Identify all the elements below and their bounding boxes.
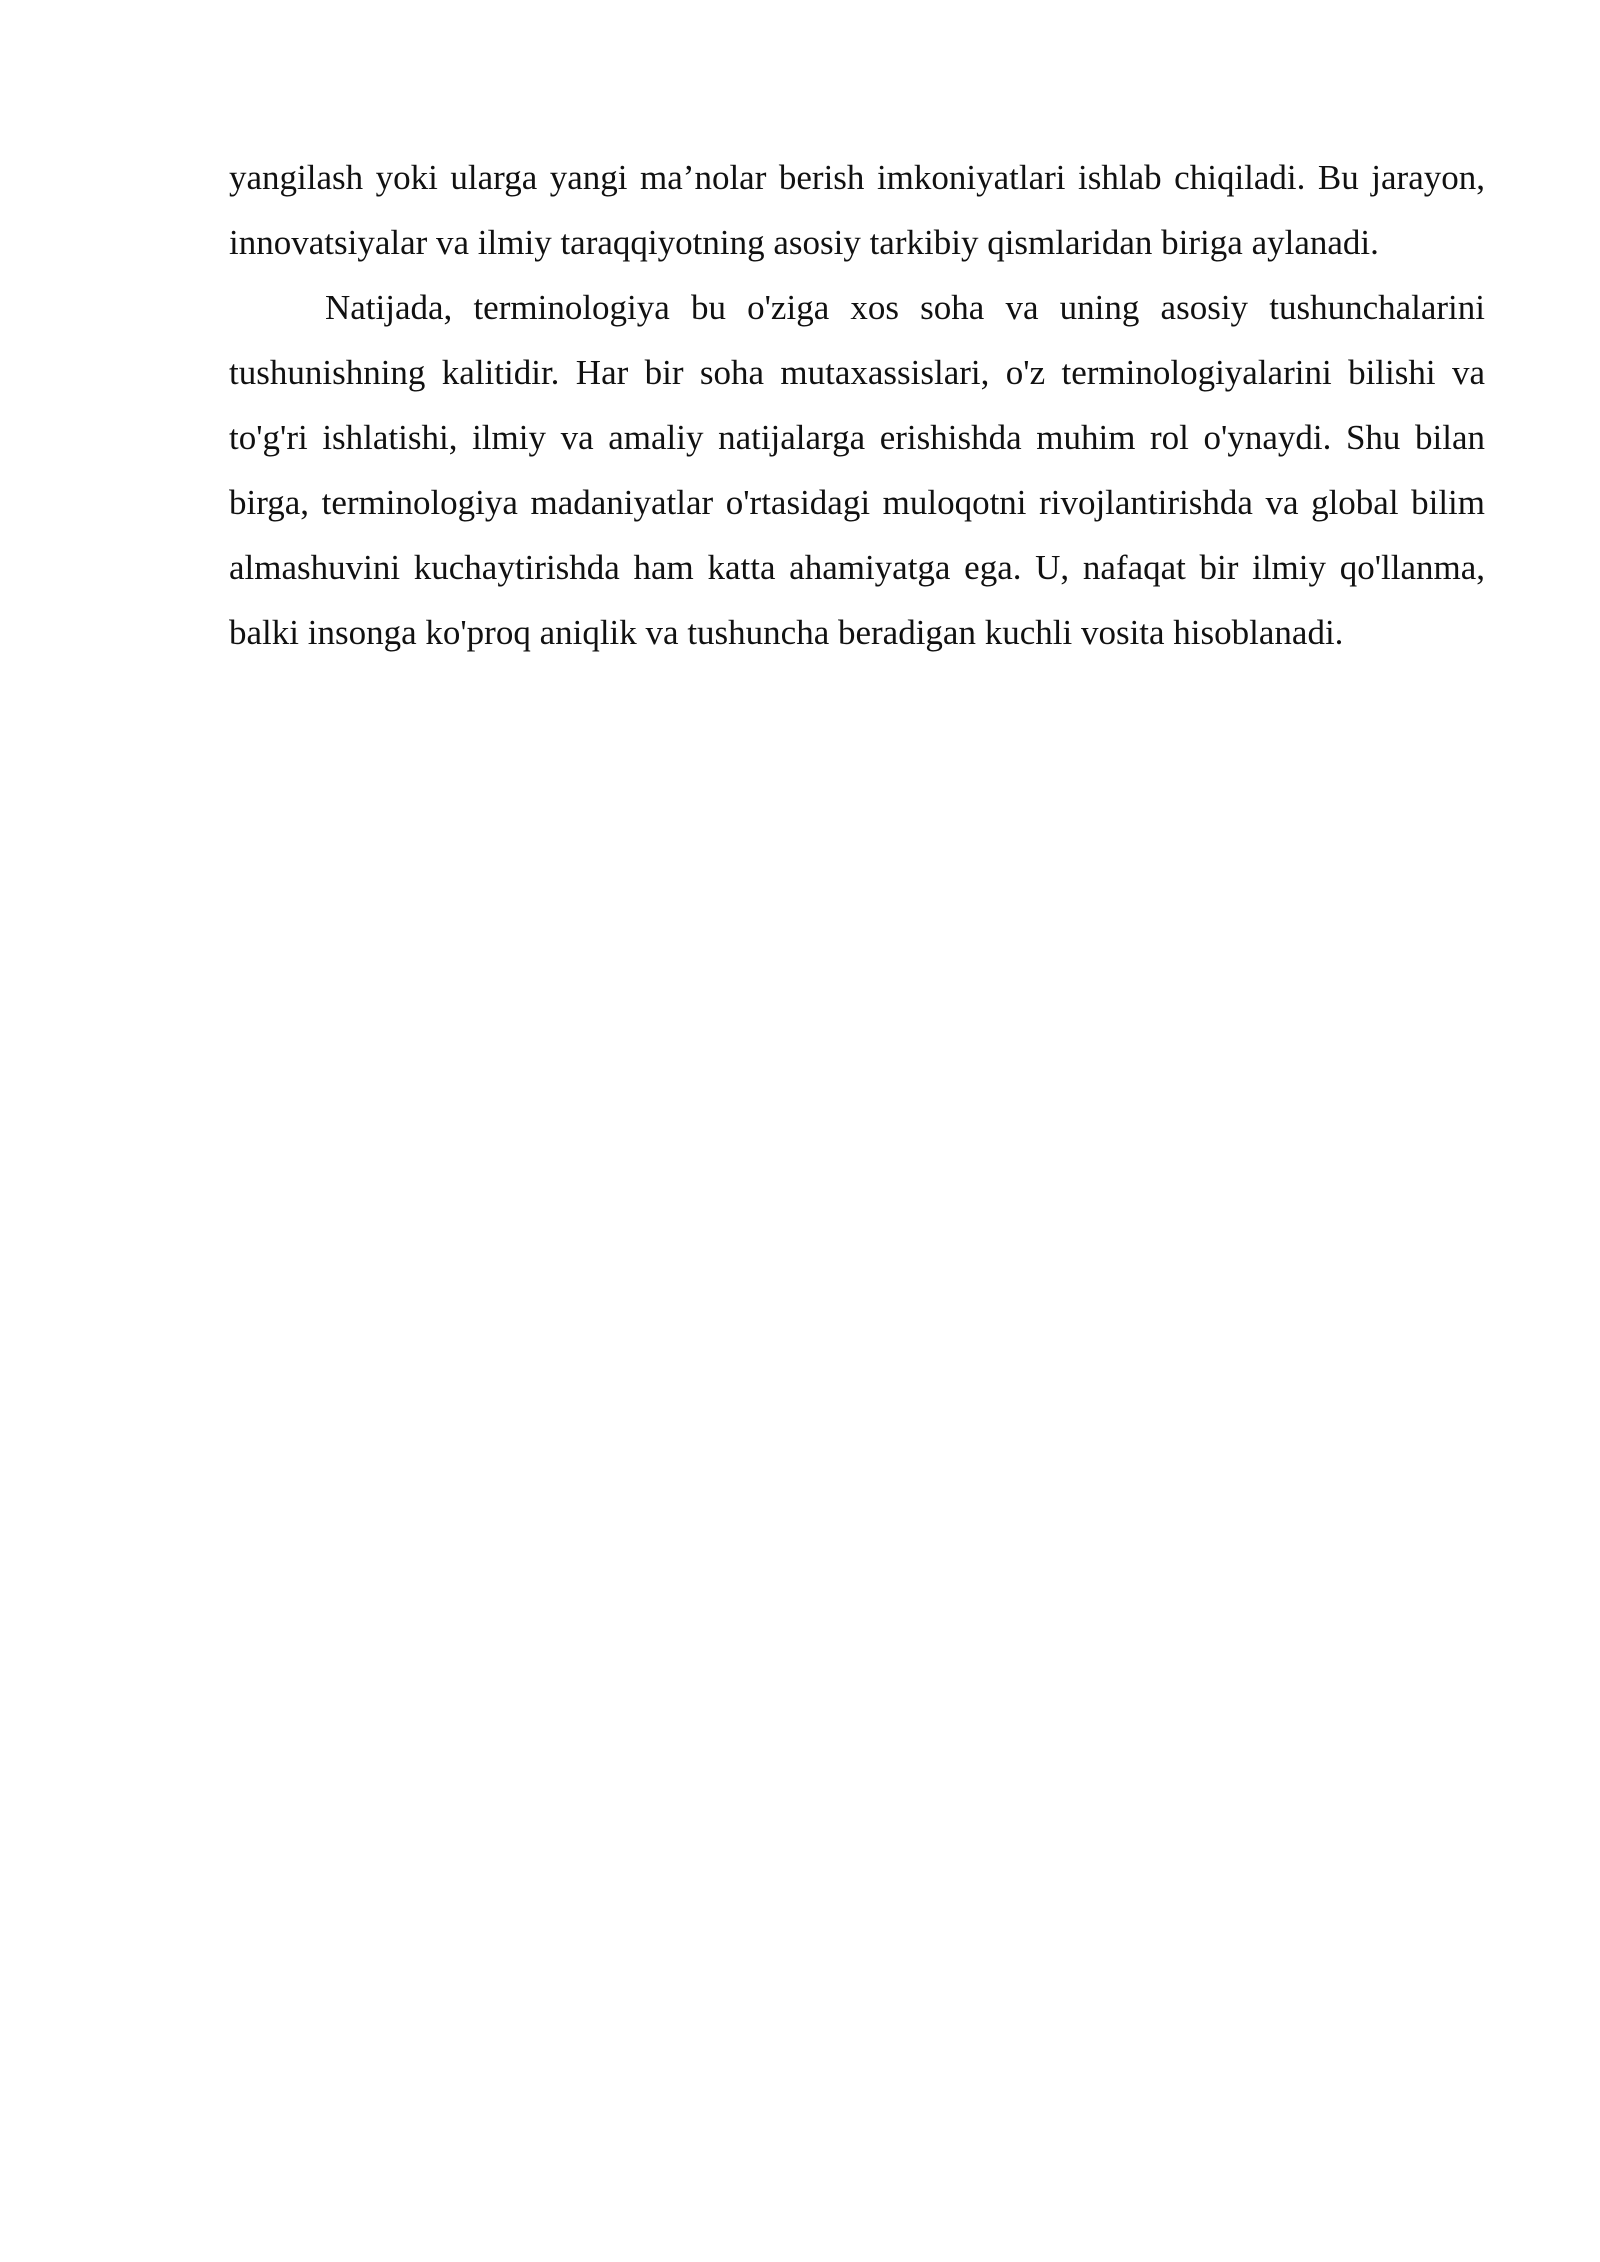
paragraph-continued: yangilash yoki ularga yangi ma’nolar berish imkoniyatlari ishlab chiqiladi. Bu jarayon, innovatsiyalar va ilmiy taraqqiyotning asosiy tarkibiy qismlaridan biriga aylanadi. bbox=[229, 158, 1485, 262]
paragraph-conclusion: Natijada, terminologiya bu o'ziga xos soha va uning asosiy tushunchalarini tushunishning kalitidir. Har bir soha mutaxassislari, o'z terminologiyalarini bilishi va to'g'ri ishlatishi, ilmiy va amaliy natijalarga erishishda muhim rol o'ynaydi. Shu bilan birga, terminologiya madaniyatlar o'rtasidagi muloqotni rivojlantirishda va global bilim almashuvini kuchaytirishda ham katta ahamiyatga ega. U, nafaqat bir ilmiy qo'llanma, balki insonga ko'proq aniqlik va tushuncha beradigan kuchli vosita hisoblanadi. bbox=[229, 288, 1485, 652]
body-text bbox=[229, 145, 1485, 665]
